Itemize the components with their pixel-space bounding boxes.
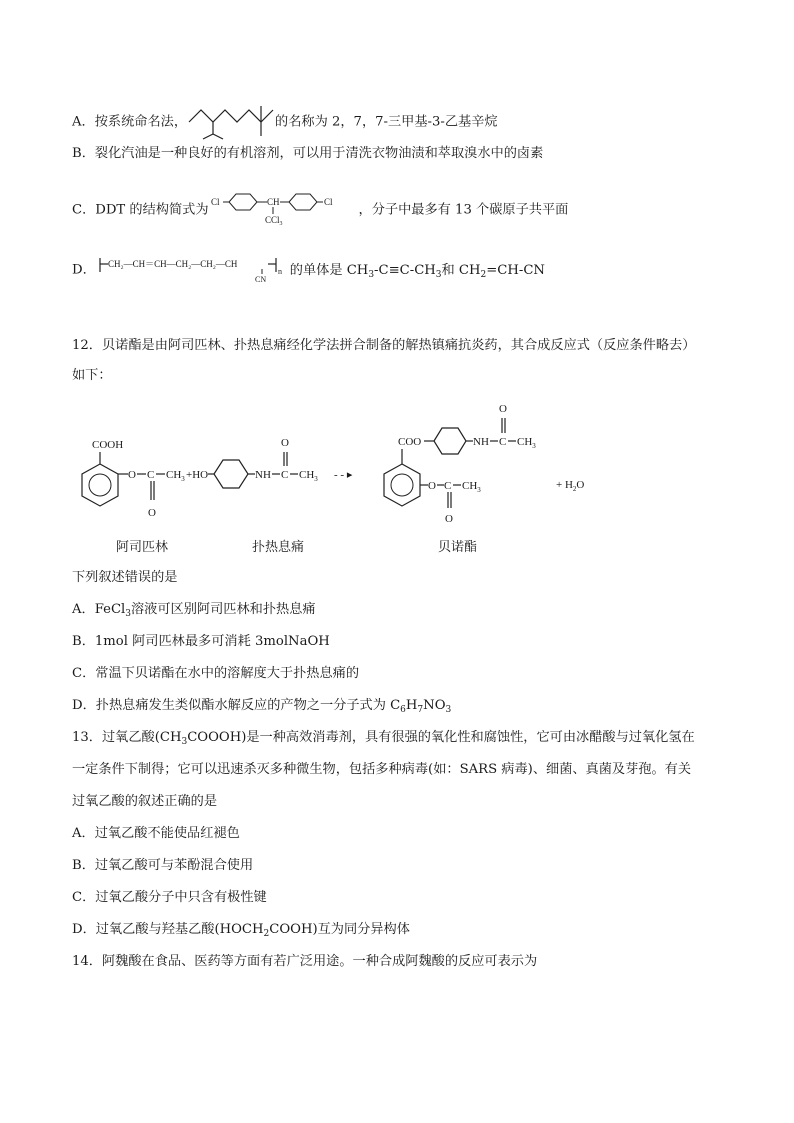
svg-text:O: O <box>281 437 289 449</box>
q11-option-a-suffix: 的名称为 2，7，7-三甲基-3-乙基辛烷 <box>275 114 498 130</box>
label-benorilate: 贝诺酯 <box>438 539 478 554</box>
q13-option-d: D．过氧乙酸与羟基乙酸$(HOCH_2COOH)$互为同分异构体 <box>72 922 410 939</box>
q11-option-c-prefix: C．DDT 的结构简式为 <box>72 202 209 218</box>
polymer-structure <box>96 254 290 286</box>
polymer-n: n <box>277 267 282 276</box>
q13-option-c: C．过氧乙酸分子中只含有极性键 <box>72 890 267 905</box>
q11-option-d <box>72 254 545 286</box>
skeletal-formula-alkane <box>187 104 275 140</box>
q11-option-c-suffix: ，分子中最多有 13 个碳原子共平面 <box>358 202 569 218</box>
q12-question: 下列叙述错误的是 <box>72 570 178 585</box>
q13-stem-line2: 一定条件下制得；它可以迅速杀灭多种微生物，包括多种病毒(如：SARS 病毒)、细菌、真菌及芽孢。有关 <box>72 762 692 777</box>
ddt-ccl3: CCl$_3$ <box>264 215 283 227</box>
label-aspirin: 阿司匹林 <box>116 539 169 554</box>
benorilate-structure <box>384 403 536 525</box>
q11-option-c <box>72 192 568 228</box>
paracetamol-structure <box>186 437 318 488</box>
svg-text:C: C <box>147 469 155 481</box>
q13-option-a: A．过氧乙酸不能使品红褪色 <box>72 826 240 841</box>
reaction-arrow: - - ▸ <box>334 469 353 481</box>
q12-option-d: D．扑热息痛发生类似酯水解反应的产物之一分子式为 $C_6H_7NO_3$ <box>72 698 452 715</box>
svg-text:O: O <box>428 480 436 492</box>
svg-text:CH3: $CH_3$ <box>462 480 481 494</box>
svg-text:O: O <box>128 469 136 481</box>
svg-text:COOH: COOH <box>92 439 124 451</box>
ddt-structure <box>209 192 359 228</box>
ddt-ch: CH <box>266 197 280 207</box>
polymer-chain: CH₂—CH＝CH—CH₂—CH₂—CH <box>107 259 238 269</box>
svg-text:CH3: $CH_3$ <box>517 436 536 450</box>
q12-option-b: B．1mol 阿司匹林最多可消耗 3molNaOH <box>72 634 330 649</box>
q12-option-a: A．FeCl$_3$溶液可区别阿司匹林和扑热息痛 <box>72 602 316 619</box>
label-paracetamol: 扑热息痛 <box>252 539 305 554</box>
svg-text:C: C <box>281 469 289 481</box>
q11-option-d-prefix: D． <box>72 262 96 278</box>
svg-text:NH: NH <box>255 469 271 481</box>
q11-option-b: B．裂化汽油是一种良好的有机溶剂，可以用于清洗衣物油渍和萃取溴水中的卤素 <box>72 146 544 161</box>
aspirin-structure <box>82 439 185 519</box>
q12-stem-line2: 如下： <box>72 368 112 383</box>
polymer-cn: CN <box>254 275 266 284</box>
ddt-cl-right: Cl <box>323 197 333 207</box>
svg-text:C: C <box>444 480 452 492</box>
svg-text:CH3: $CH_3$ <box>299 469 318 483</box>
svg-text:O: O <box>499 403 507 415</box>
svg-text:COO: COO <box>398 436 422 448</box>
q11-option-a <box>72 104 498 140</box>
water-product: + $H_2O$ <box>556 479 585 493</box>
q13-stem-line1: 13．过氧乙酸$(CH_3COOOH)$是一种高效消毒剂，具有很强的氧化性和腐蚀性，它可由冰醋酸与过氧化氢在 <box>72 730 695 747</box>
reaction-scheme <box>62 398 622 562</box>
svg-text:+HO: +HO <box>186 469 209 481</box>
q12-option-c: C．常温下贝诺酯在水中的溶解度大于扑热息痛的 <box>72 666 360 681</box>
svg-text:NH: NH <box>473 436 489 448</box>
q13-option-b: B．过氧乙酸可与苯酚混合使用 <box>72 858 254 873</box>
svg-text:O: O <box>445 513 453 525</box>
q11-option-d-suffix: 的单体是 $CH_3-C\equiv C-CH_3$和 $CH_2=CH-CN$ <box>289 262 545 280</box>
q11-option-a-prefix: A．按系统命名法， <box>72 114 188 130</box>
svg-text:O: O <box>148 507 156 519</box>
svg-text:C: C <box>499 436 507 448</box>
q12-stem-line1: 12．贝诺酯是由阿司匹林、扑热息痛经化学法拼合制备的解热镇痛抗炎药，其合成反应式（反应条件略去） <box>72 338 696 353</box>
ddt-cl-left: Cl <box>210 197 220 207</box>
svg-text:CH3: $CH_3$ <box>166 469 185 483</box>
q13-stem-line3: 过氧乙酸的叙述正确的是 <box>72 794 218 809</box>
q14-stem: 14．阿魏酸在食品、医药等方面有若广泛用途。一种合成阿魏酸的反应可表示为 <box>72 954 538 969</box>
